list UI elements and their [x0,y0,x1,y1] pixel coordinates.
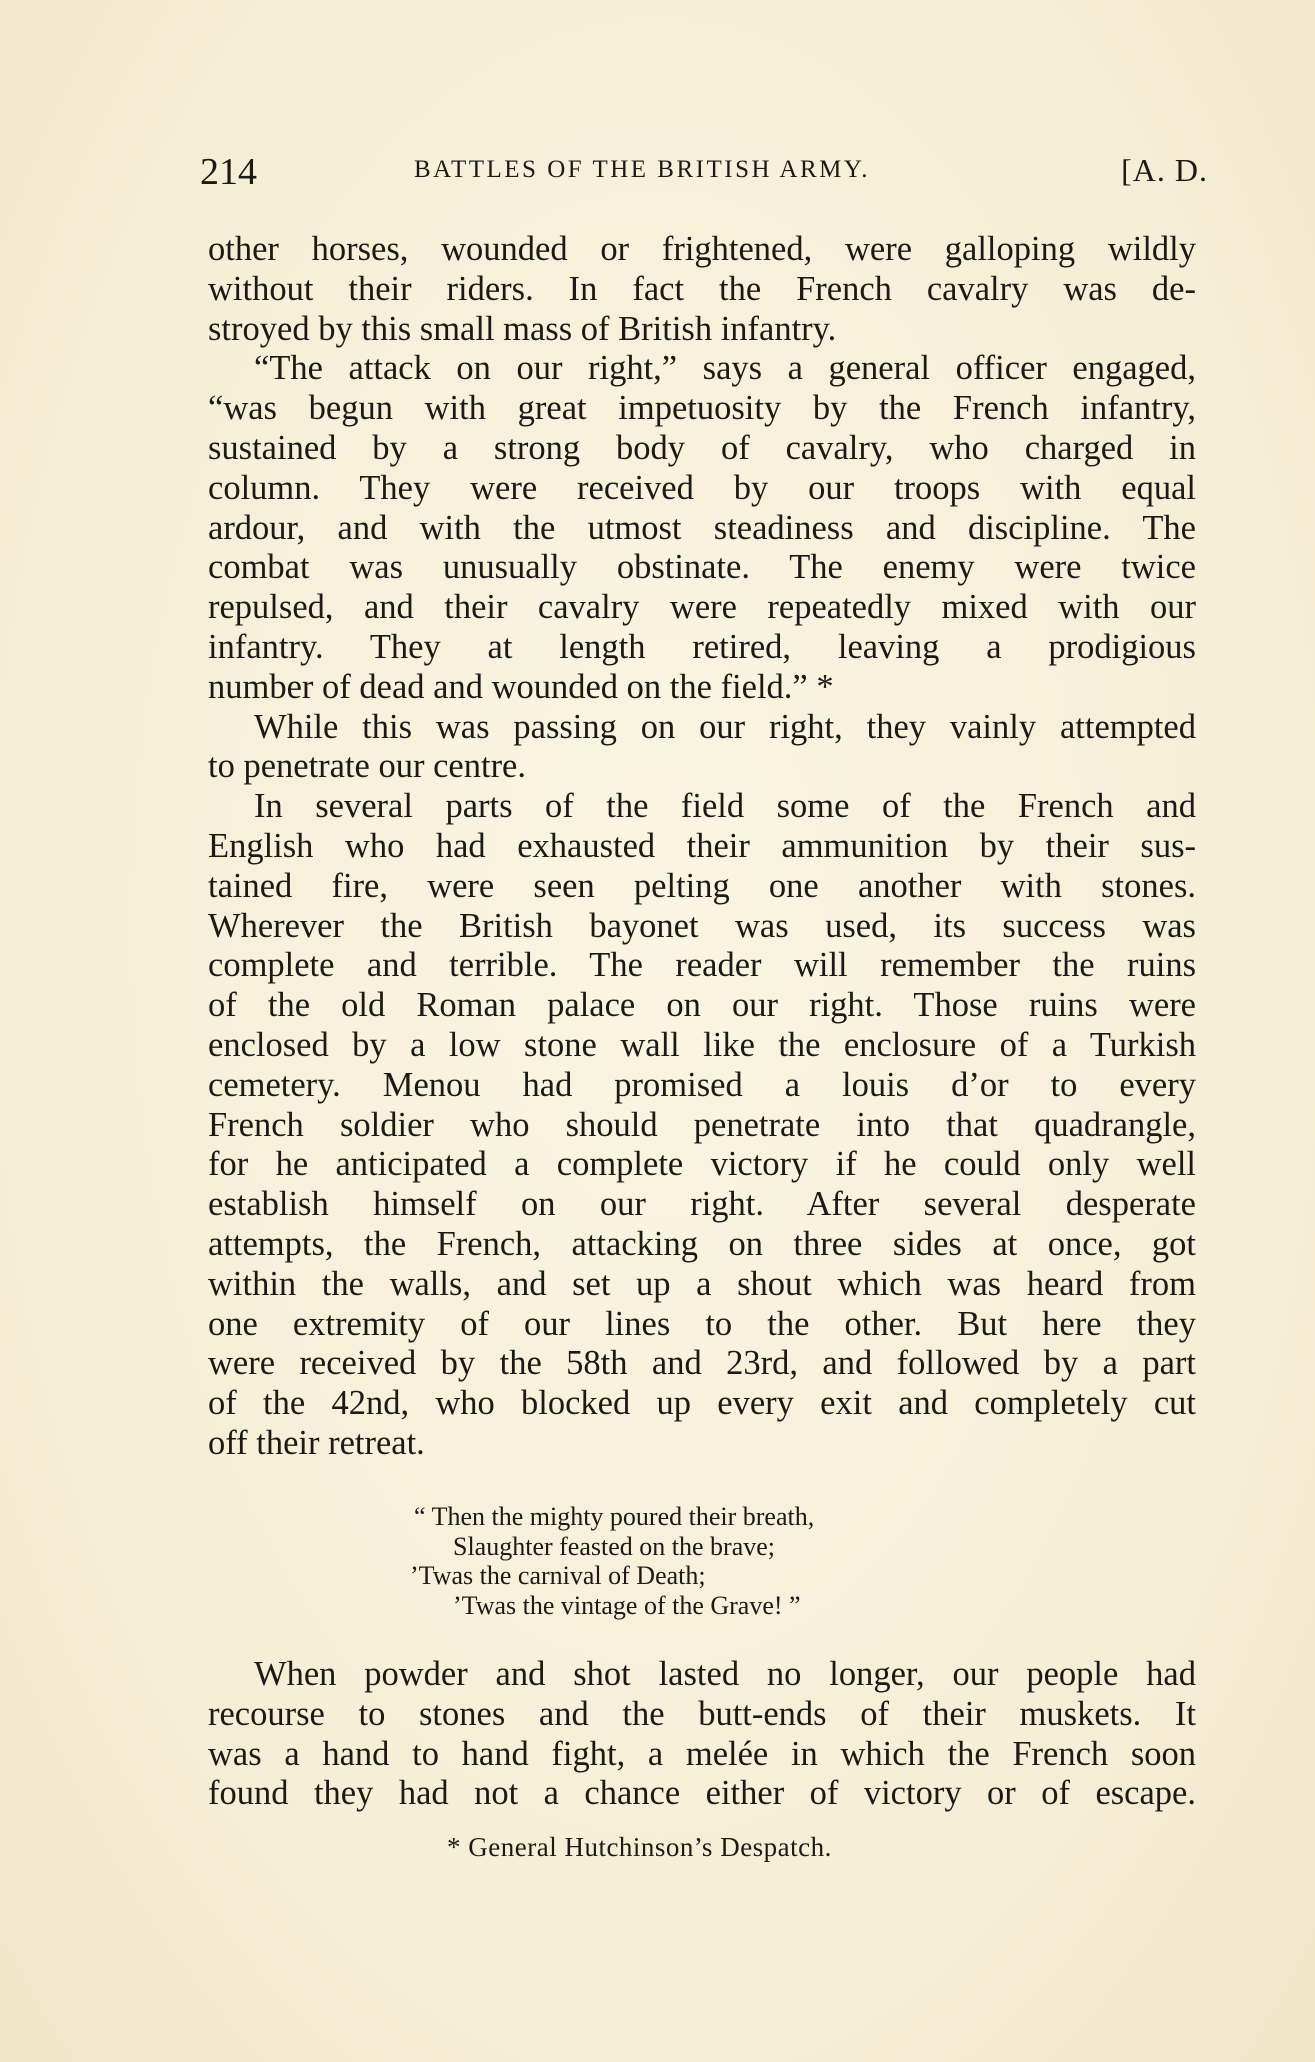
text-line: number of dead and wounded on the field.” * [208,667,834,706]
page-number: 214 [200,151,257,193]
text-line: without their riders. In fact the French cavalry was de- [208,269,1196,308]
text-line: of the old Roman palace on our right. Those ruins were [208,986,1196,1025]
text-line: While this was passing on our right, they vainly attempted [254,707,1196,746]
text-line: stroyed by this small mass of British infantry. [208,309,837,348]
text-line: for he anticipated a complete victory if he could only well [208,1145,1196,1184]
text-line: other horses, wounded or frightened, were galloping wildly [208,230,1196,268]
text-line: French soldier who should penetrate into that quadrangle, [208,1105,1196,1144]
text-line: to penetrate our centre. [208,747,526,786]
poem-line: Slaughter feasted on the brave; [453,1531,775,1561]
text-line: recourse to stones and the butt-ends of their muskets. It [208,1694,1196,1733]
text-line: When powder and shot lasted no longer, our people had [254,1655,1196,1693]
text-line: repulsed, and their cavalry were repeatedly mixed with our [208,588,1196,627]
poem-line: “ Then the mighty poured their breath, [414,1502,815,1531]
poem-line: ’Twas the vintage of the Grave! ” [453,1590,801,1620]
body-text [208,230,1196,1464]
text-line: column. They were received by our troops with equal [208,468,1196,507]
text-line: English who had exhausted their ammunition by their sus- [208,826,1196,865]
text-line: enclosed by a low stone wall like the enclosure of a Turkish [208,1025,1196,1064]
text-line: complete and terrible. The reader will remember the ruins [208,946,1196,985]
final-paragraph [208,1655,1196,1814]
date-mark: [A. D. [1121,152,1208,188]
text-line: In several parts of the field some of the French and [254,787,1196,826]
text-line: found they had not a chance either of victory or of escape. [208,1774,1196,1813]
text-line: were received by the 58th and 23rd, and followed by a part [208,1344,1196,1383]
text-line: “The attack on our right,” says a general officer engaged, [254,349,1196,388]
text-line: “was begun with great impetuosity by the French infantry, [208,389,1196,428]
text-line: within the walls, and set up a shout which was heard from [208,1264,1196,1303]
text-line: one extremity of our lines to the other. But here they [208,1304,1196,1343]
text-line: off their retreat. [208,1423,425,1462]
text-line: ardour, and with the utmost steadiness and discipline. The [208,508,1196,547]
text-line: of the 42nd, who blocked up every exit and completely cut [208,1384,1196,1423]
text-line: Wherever the British bayonet was used, its success was [208,906,1196,945]
text-line: infantry. They at length retired, leaving a prodigious [208,627,1196,666]
poem-quotation [410,1502,1010,1620]
text-line: combat was unusually obstinate. The enemy were twice [208,548,1196,587]
text-line: attempts, the French, attacking on three sides at once, got [208,1224,1196,1263]
running-title: BATTLES OF THE BRITISH ARMY. [414,156,870,183]
poem-line: ’Twas the carnival of Death; [410,1561,706,1590]
text-line: was a hand to hand fight, a melée in which the French soon [208,1734,1196,1773]
text-line: establish himself on our right. After several desperate [208,1185,1196,1224]
footnote: * General Hutchinson’s Despatch. [447,1832,832,1862]
running-head [200,150,1208,200]
text-line: tained fire, were seen pelting one another with stones. [208,866,1196,905]
text-line: sustained by a strong body of cavalry, who charged in [208,428,1196,467]
text-line: cemetery. Menou had promised a louis d’or to every [208,1065,1196,1104]
